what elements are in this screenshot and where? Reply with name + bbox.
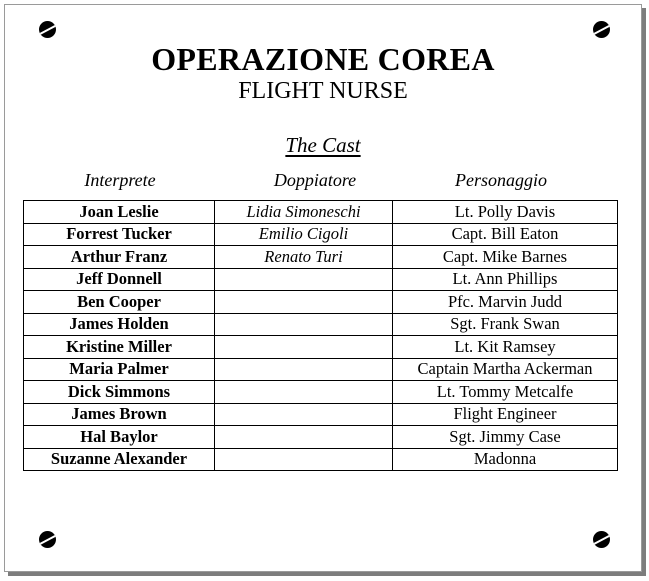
cast-heading: The Cast <box>285 133 361 157</box>
actor-cell: Jeff Donnell <box>24 268 215 291</box>
role-cell: Lt. Ann Phillips <box>393 268 618 291</box>
dubber-cell <box>215 403 393 426</box>
dubber-cell <box>215 291 393 314</box>
column-header-interprete: Interprete <box>84 170 156 190</box>
dubber-cell <box>215 358 393 381</box>
role-cell: Sgt. Jimmy Case <box>393 426 618 449</box>
actor-cell: Suzanne Alexander <box>24 448 215 471</box>
film-title: OPERAZIONE COREA <box>151 41 495 77</box>
role-cell: Madonna <box>393 448 618 471</box>
dubber-cell <box>215 448 393 471</box>
cast-plaque <box>4 4 642 572</box>
role-cell: Captain Martha Ackerman <box>393 358 618 381</box>
film-original-title: FLIGHT NURSE <box>238 78 408 104</box>
table-row <box>24 246 618 269</box>
actor-cell: Maria Palmer <box>24 358 215 381</box>
role-cell: Capt. Bill Eaton <box>393 223 618 246</box>
role-cell: Sgt. Frank Swan <box>393 313 618 336</box>
screw-icon <box>593 21 610 38</box>
dubber-cell <box>215 268 393 291</box>
actor-cell: Hal Baylor <box>24 426 215 449</box>
table-row <box>24 223 618 246</box>
role-cell: Capt. Mike Barnes <box>393 246 618 269</box>
role-cell: Pfc. Marvin Judd <box>393 291 618 314</box>
actor-cell: Arthur Franz <box>24 246 215 269</box>
table-row <box>24 381 618 404</box>
actor-cell: Dick Simmons <box>24 381 215 404</box>
table-row <box>24 403 618 426</box>
table-row <box>24 268 618 291</box>
table-row <box>24 201 618 224</box>
dubber-cell <box>215 381 393 404</box>
table-row <box>24 291 618 314</box>
actor-cell: Kristine Miller <box>24 336 215 359</box>
column-header-doppiatore: Doppiatore <box>273 170 357 190</box>
screw-icon <box>39 531 56 548</box>
actor-cell: James Brown <box>24 403 215 426</box>
role-cell: Lt. Kit Ramsey <box>393 336 618 359</box>
dubber-cell <box>215 313 393 336</box>
dubber-cell <box>215 336 393 359</box>
screw-icon <box>593 531 610 548</box>
column-header-personaggio: Personaggio <box>455 170 547 190</box>
role-cell: Lt. Polly Davis <box>393 201 618 224</box>
dubber-cell: Renato Turi <box>215 246 393 269</box>
actor-cell: Ben Cooper <box>24 291 215 314</box>
screw-icon <box>39 21 56 38</box>
table-row <box>24 336 618 359</box>
table-row <box>24 448 618 471</box>
table-row <box>24 358 618 381</box>
role-cell: Lt. Tommy Metcalfe <box>393 381 618 404</box>
table-row <box>24 313 618 336</box>
table-row <box>24 426 618 449</box>
dubber-cell <box>215 426 393 449</box>
cast-table <box>23 200 618 471</box>
role-cell: Flight Engineer <box>393 403 618 426</box>
dubber-cell: Lidia Simoneschi <box>215 201 393 224</box>
dubber-cell: Emilio Cigoli <box>215 223 393 246</box>
actor-cell: James Holden <box>24 313 215 336</box>
actor-cell: Forrest Tucker <box>24 223 215 246</box>
actor-cell: Joan Leslie <box>24 201 215 224</box>
